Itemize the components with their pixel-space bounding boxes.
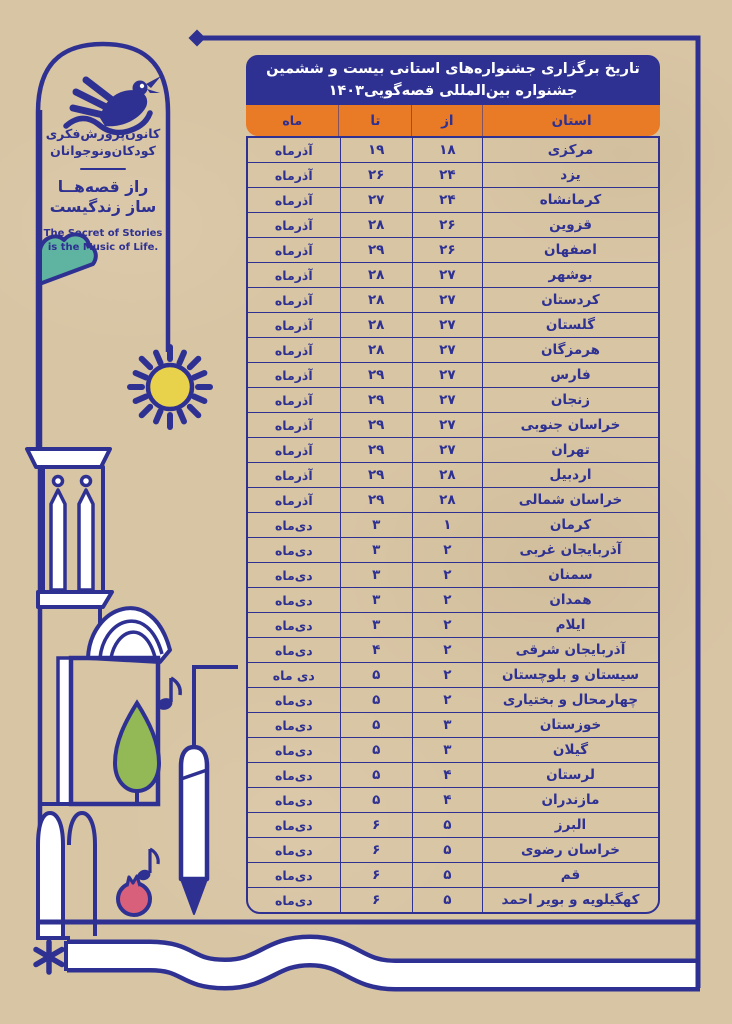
to-day-cell: ۲۹	[340, 488, 412, 512]
province-cell: سمنان	[482, 563, 658, 587]
table-title-line1: تاریخ برگزاری جشنواره‌های استانی بیست و ششمین	[266, 60, 640, 77]
table-row	[248, 712, 658, 737]
month-cell: آذرماه	[274, 167, 313, 183]
to-day-cell: ۵	[340, 738, 412, 762]
table-row	[248, 462, 658, 487]
table-row	[248, 212, 658, 237]
province-cell: خوزستان	[482, 713, 658, 737]
pointed-arch-icon	[38, 813, 63, 938]
month-cell: آذرماه	[274, 492, 313, 508]
sun-icon	[130, 347, 210, 427]
table-row	[248, 412, 658, 437]
month-cell: آذرماه	[274, 292, 313, 308]
from-day-cell: ۲۷	[412, 413, 482, 437]
to-day-cell: ۲۷	[340, 188, 412, 212]
month-cell: دی‌ماه	[274, 892, 313, 908]
province-cell: اردبیل	[482, 463, 658, 487]
month-cell: دی‌ماه	[274, 567, 313, 583]
to-day-cell: ۲۸	[340, 263, 412, 287]
from-day-cell: ۵	[412, 838, 482, 862]
province-cell: مازندران	[482, 788, 658, 812]
table-row	[248, 262, 658, 287]
from-day-cell: ۲۶	[412, 238, 482, 262]
from-day-cell: ۲۷	[412, 313, 482, 337]
from-day-cell: ۲۴	[412, 163, 482, 187]
month-cell: آذرماه	[274, 417, 313, 433]
month-cell: آذرماه	[274, 367, 313, 383]
table-row	[248, 312, 658, 337]
kanoon-bird-logo-icon	[66, 76, 161, 133]
from-day-cell: ۲	[412, 538, 482, 562]
table-row	[248, 138, 658, 162]
to-day-cell: ۲۹	[340, 438, 412, 462]
from-day-cell: ۲۴	[412, 188, 482, 212]
table-row	[248, 862, 658, 887]
month-cell: آذرماه	[274, 142, 313, 158]
province-cell: کردستان	[482, 288, 658, 312]
province-cell: آذربایجان غربی	[482, 538, 658, 562]
table-row	[248, 812, 658, 837]
to-day-cell: ۵	[340, 663, 412, 687]
table-title-line2: جشنواره بین‌المللی قصه‌گویی۱۴۰۳	[328, 83, 578, 99]
table-row	[248, 887, 658, 912]
to-day-cell: ۵	[340, 788, 412, 812]
asterisk-icon	[36, 942, 62, 972]
logo-slogan-line2: ساز زندگیست	[49, 198, 157, 217]
from-day-cell: ۲۸	[412, 463, 482, 487]
logo-org-line2: کودکان‌ونوجوانان	[50, 142, 156, 158]
province-cell: کرمانشاه	[482, 188, 658, 212]
pointed-arch-icon	[69, 813, 95, 936]
to-day-cell: ۳	[340, 613, 412, 637]
month-cell: دی‌ماه	[274, 542, 313, 558]
month-cell: آذرماه	[274, 217, 313, 233]
header-province: استان	[482, 105, 660, 136]
table-row	[248, 787, 658, 812]
festival-schedule-table	[246, 55, 660, 914]
to-day-cell: ۳	[340, 588, 412, 612]
province-cell: خراسان رضوی	[482, 838, 658, 862]
month-cell: آذرماه	[274, 392, 313, 408]
bird-eye	[140, 84, 144, 88]
province-cell: تهران	[482, 438, 658, 462]
to-day-cell: ۵	[340, 688, 412, 712]
to-day-cell: ۳	[340, 563, 412, 587]
province-cell: هرمزگان	[482, 338, 658, 362]
month-cell: دی‌ماه	[274, 842, 313, 858]
to-day-cell: ۲۹	[340, 463, 412, 487]
province-cell: سیستان و بلوچستان	[482, 663, 658, 687]
table-title	[246, 55, 660, 105]
table-row	[248, 587, 658, 612]
logo-org-line1: کانون‌پرورش‌فکری	[45, 126, 161, 141]
month-cell: آذرماه	[274, 242, 313, 258]
province-cell: قم	[482, 863, 658, 887]
bird-wing-feather	[73, 108, 103, 115]
month-cell: دی‌ماه	[274, 717, 313, 733]
to-day-cell: ۲۸	[340, 213, 412, 237]
table-row	[248, 187, 658, 212]
header-from: از	[411, 105, 482, 136]
province-cell: اصفهان	[482, 238, 658, 262]
header-month: ماه	[282, 113, 303, 128]
kanoon-logo-block	[21, 126, 185, 256]
to-day-cell: ۵	[340, 763, 412, 787]
to-day-cell: ۶	[340, 838, 412, 862]
to-day-cell: ۶	[340, 888, 412, 912]
month-cell: آذرماه	[274, 442, 313, 458]
month-cell: دی‌ماه	[274, 767, 313, 783]
table-row	[248, 612, 658, 637]
to-day-cell: ۲۸	[340, 313, 412, 337]
logo-divider	[80, 168, 126, 171]
from-day-cell: ۱۸	[412, 138, 482, 162]
province-cell: لرستان	[482, 763, 658, 787]
month-cell: دی‌ماه	[274, 867, 313, 883]
to-day-cell: ۲۹	[340, 238, 412, 262]
to-day-cell: ۲۸	[340, 338, 412, 362]
table-row	[248, 362, 658, 387]
month-cell: آذرماه	[274, 267, 313, 283]
table-row	[248, 737, 658, 762]
month-cell: آذرماه	[274, 342, 313, 358]
table-row	[248, 237, 658, 262]
from-day-cell: ۲	[412, 613, 482, 637]
province-cell: قزوین	[482, 213, 658, 237]
month-cell: آذرماه	[274, 192, 313, 208]
from-day-cell: ۲۷	[412, 338, 482, 362]
from-day-cell: ۱	[412, 513, 482, 537]
table-header-row	[246, 105, 660, 136]
province-cell: فارس	[482, 363, 658, 387]
province-cell: چهارمحال و بختیاری	[482, 688, 658, 712]
month-cell: دی‌ماه	[274, 742, 313, 758]
month-cell: آذرماه	[274, 467, 313, 483]
month-cell: دی‌ماه	[274, 642, 313, 658]
to-day-cell: ۵	[340, 713, 412, 737]
from-day-cell: ۴	[412, 788, 482, 812]
from-day-cell: ۲۷	[412, 438, 482, 462]
month-cell: دی‌ماه	[274, 592, 313, 608]
to-day-cell: ۶	[340, 813, 412, 837]
table-row	[248, 637, 658, 662]
logo-slogan-english	[21, 227, 185, 256]
from-day-cell: ۲۷	[412, 388, 482, 412]
province-cell: زنجان	[482, 388, 658, 412]
from-day-cell: ۲	[412, 638, 482, 662]
pomegranate-icon	[118, 876, 150, 915]
to-day-cell: ۳	[340, 538, 412, 562]
month-cell: دی‌ماه	[274, 617, 313, 633]
from-day-cell: ۳	[412, 738, 482, 762]
province-cell: بوشهر	[482, 263, 658, 287]
province-cell: البرز	[482, 813, 658, 837]
province-cell: کهگیلویه و بویر احمد	[482, 888, 658, 912]
province-cell: یزد	[482, 163, 658, 187]
from-day-cell: ۵	[412, 813, 482, 837]
province-cell: گیلان	[482, 738, 658, 762]
from-day-cell: ۲۸	[412, 488, 482, 512]
table-row	[248, 762, 658, 787]
province-cell: خراسان شمالی	[482, 488, 658, 512]
province-cell: خراسان جنوبی	[482, 413, 658, 437]
province-cell: ایلام	[482, 613, 658, 637]
month-cell: دی‌ماه	[274, 817, 313, 833]
month-cell: دی‌ماه	[274, 692, 313, 708]
table-row	[248, 387, 658, 412]
leaf-icon	[115, 703, 159, 804]
from-day-cell: ۲۷	[412, 363, 482, 387]
table-row	[248, 562, 658, 587]
from-day-cell: ۲	[412, 588, 482, 612]
table-row	[248, 287, 658, 312]
bird-beak-bottom	[147, 89, 160, 93]
table-row	[248, 512, 658, 537]
from-day-cell: ۲	[412, 663, 482, 687]
table-row	[248, 437, 658, 462]
from-day-cell: ۴	[412, 763, 482, 787]
from-day-cell: ۳	[412, 713, 482, 737]
to-day-cell: ۲۹	[340, 388, 412, 412]
to-day-cell: ۲۹	[340, 413, 412, 437]
bird-beak-top	[146, 76, 161, 88]
header-to: تا	[338, 105, 411, 136]
province-cell: مرکزی	[482, 138, 658, 162]
from-day-cell: ۲	[412, 688, 482, 712]
province-cell: گلستان	[482, 313, 658, 337]
music-note-icon	[137, 849, 158, 881]
table-row	[248, 687, 658, 712]
from-day-cell: ۲۶	[412, 213, 482, 237]
table-row	[248, 487, 658, 512]
to-day-cell: ۲۸	[340, 288, 412, 312]
month-cell: دی‌ماه	[274, 792, 313, 808]
from-day-cell: ۲۷	[412, 288, 482, 312]
to-day-cell: ۲۹	[340, 363, 412, 387]
logo-slogan-line1: راز قصه‌هــا	[57, 178, 149, 197]
table-row	[248, 537, 658, 562]
month-cell: آذرماه	[274, 317, 313, 333]
from-day-cell: ۲	[412, 563, 482, 587]
to-day-cell: ۲۶	[340, 163, 412, 187]
table-row	[248, 162, 658, 187]
logo-slogan-en-line1: The Secret of Stories	[43, 227, 163, 239]
month-cell: دی ماه	[272, 667, 315, 683]
province-cell: آذربایجان شرقی	[482, 638, 658, 662]
wave-ribbon	[66, 941, 700, 975]
from-day-cell: ۲۷	[412, 263, 482, 287]
to-day-cell: ۱۹	[340, 138, 412, 162]
table-row	[248, 662, 658, 687]
to-day-cell: ۶	[340, 863, 412, 887]
table-row	[248, 337, 658, 362]
bird-head	[133, 81, 148, 96]
table-row	[248, 837, 658, 862]
to-day-cell: ۳	[340, 513, 412, 537]
music-note-icon	[157, 678, 180, 711]
month-cell: دی‌ماه	[274, 517, 313, 533]
frame-diamond-icon	[189, 30, 206, 47]
logo-slogan-en-line2: is the Music of Life.	[47, 242, 159, 254]
from-day-cell: ۵	[412, 888, 482, 912]
pencil-icon	[181, 667, 238, 914]
province-cell: کرمان	[482, 513, 658, 537]
province-cell: همدان	[482, 588, 658, 612]
table-body	[246, 136, 660, 914]
to-day-cell: ۴	[340, 638, 412, 662]
from-day-cell: ۵	[412, 863, 482, 887]
